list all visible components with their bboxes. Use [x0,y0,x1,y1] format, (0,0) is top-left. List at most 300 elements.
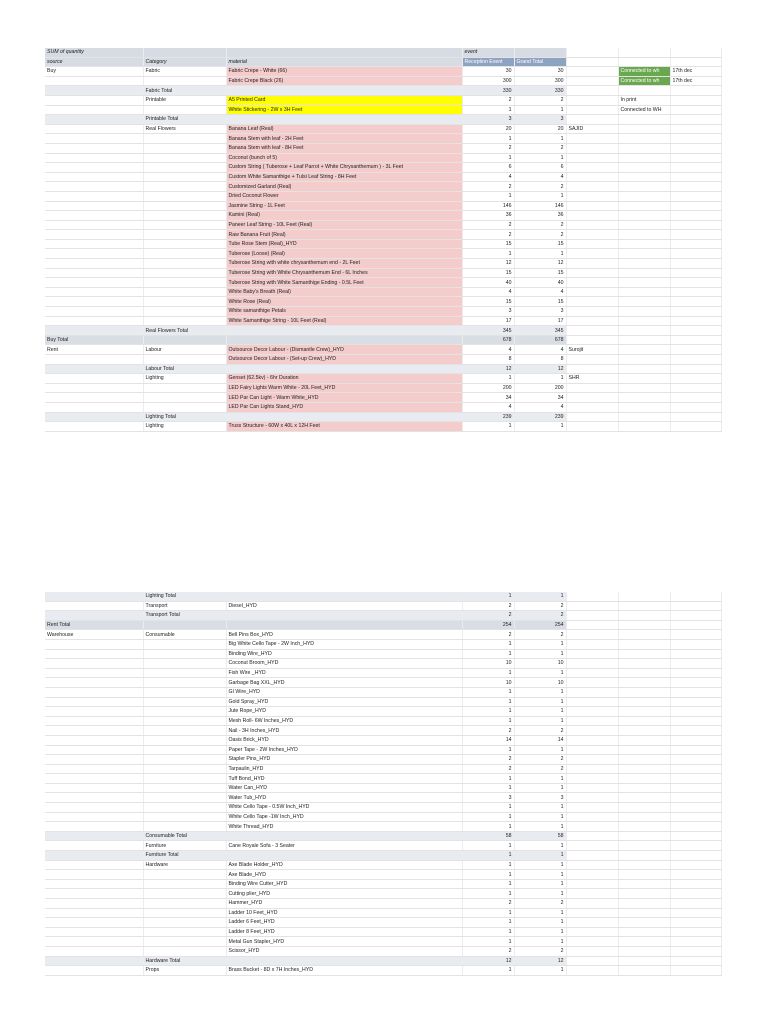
table-cell[interactable]: LED Par Can Lights Stand_HYD [226,402,462,412]
table-cell[interactable] [670,918,721,928]
table-cell[interactable] [566,716,618,726]
table-cell[interactable] [45,134,143,144]
table-cell[interactable]: 1 [462,249,514,259]
table-cell[interactable] [143,335,226,345]
table-cell[interactable] [618,230,670,240]
table-cell[interactable] [143,726,226,736]
table-cell[interactable]: 2 [462,230,514,240]
table-cell[interactable] [618,649,670,659]
table-cell[interactable] [45,889,143,899]
table-cell[interactable]: 3 [462,307,514,317]
table-cell[interactable] [226,956,462,966]
table-cell[interactable] [566,812,618,822]
table-cell[interactable] [618,812,670,822]
table-cell[interactable] [143,735,226,745]
table-cell[interactable]: 1 [462,649,514,659]
table-cell[interactable]: Axe Blade Holder_HYD [226,860,462,870]
table-cell[interactable] [226,412,462,422]
table-cell[interactable] [670,630,721,640]
table-cell[interactable] [45,659,143,669]
table-cell[interactable]: Water Can_HYD [226,783,462,793]
table-cell[interactable]: 30 [462,67,514,77]
table-cell[interactable] [45,191,143,201]
table-cell[interactable] [670,774,721,784]
table-cell[interactable]: 330 [462,86,514,96]
table-cell[interactable]: 1 [514,803,566,813]
table-cell[interactable] [618,630,670,640]
table-cell[interactable]: 300 [462,76,514,86]
table-cell[interactable] [670,95,721,105]
table-cell[interactable]: 1 [462,592,514,601]
table-cell[interactable] [670,230,721,240]
table-cell[interactable] [566,316,618,326]
table-cell[interactable] [670,249,721,259]
table-cell[interactable]: 239 [462,412,514,422]
table-cell[interactable] [143,268,226,278]
table-cell[interactable] [670,383,721,393]
table-cell[interactable]: 3 [514,307,566,317]
table-cell[interactable] [143,620,226,630]
table-cell[interactable] [670,115,721,125]
table-cell[interactable]: Hammer_HYD [226,899,462,909]
table-cell[interactable] [618,163,670,173]
table-cell[interactable] [45,115,143,125]
table-cell[interactable]: 4 [462,172,514,182]
table-cell[interactable]: 1 [514,668,566,678]
table-cell[interactable]: 1 [514,889,566,899]
table-cell[interactable]: 8 [462,355,514,365]
table-cell[interactable] [670,745,721,755]
table-cell[interactable] [618,870,670,880]
table-cell[interactable] [143,211,226,221]
table-cell[interactable]: Garbage Bag XXL_HYD [226,678,462,688]
table-cell[interactable]: 12 [462,364,514,374]
table-cell[interactable] [143,697,226,707]
table-cell[interactable]: 17th dec [670,76,721,86]
table-cell[interactable] [618,803,670,813]
table-cell[interactable]: Hardware [143,860,226,870]
table-cell[interactable]: SHR [566,374,618,384]
table-cell[interactable] [566,687,618,697]
table-cell[interactable] [618,889,670,899]
table-cell[interactable] [143,230,226,240]
table-cell[interactable]: 1 [514,745,566,755]
table-cell[interactable]: Water Tub_HYD [226,793,462,803]
table-cell[interactable] [618,422,670,432]
table-cell[interactable]: Real Flowers [143,124,226,134]
table-cell[interactable] [566,620,618,630]
table-cell[interactable]: Truss Structure - 60W x 40L x 12H Feet [226,422,462,432]
table-cell[interactable]: 14 [514,735,566,745]
table-cell[interactable] [670,946,721,956]
table-cell[interactable] [143,716,226,726]
table-cell[interactable] [226,86,462,96]
table-cell[interactable] [670,668,721,678]
table-cell[interactable]: Furniture Total [143,851,226,861]
table-cell[interactable] [670,956,721,966]
table-cell[interactable] [566,287,618,297]
table-cell[interactable] [45,239,143,249]
table-cell[interactable]: 1 [514,649,566,659]
table-cell[interactable]: 58 [462,831,514,841]
table-cell[interactable] [670,899,721,909]
table-cell[interactable]: 3 [462,793,514,803]
table-cell[interactable]: 3 [462,115,514,125]
table-cell[interactable] [670,268,721,278]
table-cell[interactable] [618,374,670,384]
table-cell[interactable]: 10 [514,659,566,669]
table-cell[interactable] [143,383,226,393]
table-cell[interactable] [670,278,721,288]
table-cell[interactable]: 300 [514,76,566,86]
table-cell[interactable] [618,611,670,621]
table-cell[interactable] [143,937,226,947]
table-cell[interactable] [670,105,721,115]
table-cell[interactable] [618,191,670,201]
table-cell[interactable] [45,393,143,403]
table-cell[interactable] [45,211,143,221]
table-cell[interactable]: 10 [462,678,514,688]
table-cell[interactable]: 1 [462,966,514,976]
table-cell[interactable] [566,755,618,765]
table-cell[interactable] [143,402,226,412]
table-cell[interactable] [670,592,721,601]
table-cell[interactable] [618,707,670,717]
table-cell[interactable]: 2 [462,220,514,230]
table-cell[interactable] [618,755,670,765]
table-cell[interactable] [670,239,721,249]
table-cell[interactable] [143,889,226,899]
table-cell[interactable]: 146 [462,201,514,211]
table-cell[interactable]: 4 [462,345,514,355]
table-cell[interactable] [143,803,226,813]
table-cell[interactable] [670,326,721,336]
table-cell[interactable] [618,668,670,678]
table-cell[interactable]: 1 [462,860,514,870]
table-cell[interactable] [618,345,670,355]
table-cell[interactable] [618,793,670,803]
table-cell[interactable]: 12 [462,956,514,966]
table-cell[interactable] [143,278,226,288]
table-cell[interactable] [670,134,721,144]
table-cell[interactable]: Cane Royale Sofa - 3 Seater [226,841,462,851]
table-cell[interactable] [226,335,462,345]
table-cell[interactable]: 34 [514,393,566,403]
table-cell[interactable]: Lighting [143,374,226,384]
table-cell[interactable]: Fabric [143,67,226,77]
table-cell[interactable]: 58 [514,831,566,841]
table-cell[interactable] [566,239,618,249]
table-cell[interactable] [618,355,670,365]
table-cell[interactable]: White Cello Tape -1W Inch_HYD [226,812,462,822]
table-cell[interactable]: 3 [514,115,566,125]
table-cell[interactable]: Nail - 3H Inches_HYD [226,726,462,736]
table-cell[interactable] [45,316,143,326]
table-cell[interactable] [45,592,143,601]
table-cell[interactable] [618,287,670,297]
table-cell[interactable]: 2 [514,946,566,956]
table-cell[interactable] [143,678,226,688]
table-cell[interactable]: Binding Wire Cutter_HYD [226,879,462,889]
table-cell[interactable]: 2 [514,899,566,909]
table-cell[interactable] [45,793,143,803]
table-cell[interactable]: 15 [462,297,514,307]
table-cell[interactable]: 36 [462,211,514,221]
table-cell[interactable] [566,841,618,851]
table-cell[interactable] [670,803,721,813]
table-cell[interactable] [618,841,670,851]
table-cell[interactable] [670,297,721,307]
table-cell[interactable] [670,172,721,182]
table-cell[interactable]: 1 [514,841,566,851]
table-cell[interactable]: Tuff Bond_HYD [226,774,462,784]
table-cell[interactable]: Diesel_HYD [226,601,462,611]
table-cell[interactable]: Raw Banana Fruit (Real) [226,230,462,240]
table-cell[interactable]: Fish Wire _HYD [226,668,462,678]
table-cell[interactable] [45,899,143,909]
table-cell[interactable] [143,774,226,784]
table-cell[interactable] [45,812,143,822]
table-cell[interactable] [143,745,226,755]
table-cell[interactable]: 1 [514,860,566,870]
table-cell[interactable] [670,412,721,422]
table-cell[interactable] [670,601,721,611]
table-cell[interactable] [670,793,721,803]
table-cell[interactable]: Outsource Decor Labour - (Set-up Crew)_HYD [226,355,462,365]
table-cell[interactable] [45,716,143,726]
table-cell[interactable] [566,86,618,96]
table-cell[interactable] [143,668,226,678]
table-cell[interactable]: 1 [462,908,514,918]
table-cell[interactable] [566,335,618,345]
table-cell[interactable] [45,908,143,918]
table-cell[interactable]: 1 [514,774,566,784]
table-cell[interactable] [670,831,721,841]
table-cell[interactable]: Printable Total [143,115,226,125]
table-cell[interactable] [618,946,670,956]
table-cell[interactable] [618,201,670,211]
table-cell[interactable]: 10 [462,659,514,669]
table-cell[interactable] [618,726,670,736]
table-cell[interactable] [566,803,618,813]
table-cell[interactable]: 1 [462,918,514,928]
table-cell[interactable] [618,172,670,182]
table-cell[interactable] [670,307,721,317]
table-cell[interactable]: Gold Spray_HYD [226,697,462,707]
table-cell[interactable]: 1 [514,249,566,259]
table-cell[interactable] [670,422,721,432]
table-cell[interactable]: Connected to WH [618,105,670,115]
table-cell[interactable]: Fabric Crepe Black (26) [226,76,462,86]
table-cell[interactable] [670,201,721,211]
table-cell[interactable] [618,143,670,153]
table-cell[interactable]: 1 [462,745,514,755]
table-cell[interactable]: 1 [462,153,514,163]
table-cell[interactable] [618,297,670,307]
table-cell[interactable] [618,124,670,134]
table-cell[interactable] [45,745,143,755]
table-cell[interactable] [670,316,721,326]
table-cell[interactable] [45,860,143,870]
table-cell[interactable] [670,86,721,96]
table-cell[interactable] [670,374,721,384]
table-cell[interactable]: Coconut (bunch of 5) [226,153,462,163]
table-cell[interactable]: White Cello Tape - 0.5W Inch_HYD [226,803,462,813]
table-cell[interactable] [618,601,670,611]
table-cell[interactable]: 1 [462,707,514,717]
table-cell[interactable] [45,355,143,365]
table-cell[interactable] [670,659,721,669]
table-cell[interactable] [45,687,143,697]
table-cell[interactable] [566,601,618,611]
table-cell[interactable]: 1 [514,783,566,793]
table-cell[interactable] [143,355,226,365]
table-cell[interactable] [226,364,462,374]
table-cell[interactable] [670,687,721,697]
table-cell[interactable] [618,687,670,697]
table-cell[interactable]: Furniture [143,841,226,851]
table-cell[interactable] [45,697,143,707]
table-cell[interactable]: Tube Rose Stem (Real)_HYD [226,239,462,249]
table-cell[interactable] [143,307,226,317]
table-cell[interactable] [45,297,143,307]
table-cell[interactable] [618,268,670,278]
table-cell[interactable] [670,143,721,153]
table-cell[interactable] [45,307,143,317]
table-cell[interactable]: 1 [514,374,566,384]
table-cell[interactable]: 1 [514,918,566,928]
table-cell[interactable] [566,659,618,669]
table-cell[interactable] [143,639,226,649]
table-cell[interactable] [670,908,721,918]
table-cell[interactable] [45,735,143,745]
table-cell[interactable] [618,115,670,125]
table-cell[interactable]: LED Fairy Lights Warm White - 20L Feet_HYD [226,383,462,393]
table-cell[interactable] [566,889,618,899]
table-cell[interactable] [143,172,226,182]
table-cell[interactable]: 1 [462,927,514,937]
table-cell[interactable]: 200 [462,383,514,393]
table-cell[interactable] [566,966,618,976]
table-cell[interactable]: Hardware Total [143,956,226,966]
table-cell[interactable]: Stapler Pins_HYD [226,755,462,765]
table-cell[interactable]: 254 [514,620,566,630]
table-cell[interactable] [45,764,143,774]
table-cell[interactable] [566,764,618,774]
table-cell[interactable] [45,639,143,649]
table-cell[interactable]: 1 [462,697,514,707]
table-cell[interactable]: Outsource Decor Labour - (Dismantle Crew)_HYD [226,345,462,355]
table-cell[interactable]: 20 [514,124,566,134]
table-cell[interactable] [226,115,462,125]
table-cell[interactable] [566,783,618,793]
table-cell[interactable]: Jasmine String - 1L Feet [226,201,462,211]
table-cell[interactable] [143,239,226,249]
table-cell[interactable] [45,287,143,297]
table-cell[interactable] [143,201,226,211]
table-cell[interactable]: 2 [462,899,514,909]
table-cell[interactable]: Real Flowers Total [143,326,226,336]
table-cell[interactable]: Lighting Total [143,412,226,422]
table-cell[interactable] [670,678,721,688]
table-cell[interactable] [670,649,721,659]
table-cell[interactable]: Banana Stem with leaf - 2H Feet [226,134,462,144]
table-cell[interactable]: 1 [514,153,566,163]
table-cell[interactable] [618,764,670,774]
table-cell[interactable] [618,620,670,630]
table-cell[interactable]: 2 [462,946,514,956]
table-cell[interactable] [143,297,226,307]
table-cell[interactable]: 1 [462,870,514,880]
table-cell[interactable] [566,678,618,688]
table-cell[interactable] [618,937,670,947]
table-cell[interactable]: Transport Total [143,611,226,621]
table-cell[interactable]: Printable [143,95,226,105]
table-cell[interactable]: 2 [462,764,514,774]
table-cell[interactable]: 2 [462,726,514,736]
table-cell[interactable]: Big White Cello Tape - 2W Inch_HYD [226,639,462,649]
table-cell[interactable] [618,908,670,918]
table-cell[interactable]: 15 [462,239,514,249]
table-cell[interactable] [143,822,226,832]
table-cell[interactable] [618,899,670,909]
table-cell[interactable] [618,851,670,861]
table-cell[interactable]: Props [143,966,226,976]
table-cell[interactable] [670,620,721,630]
table-cell[interactable]: 1 [462,783,514,793]
table-cell[interactable] [566,918,618,928]
table-cell[interactable]: 146 [514,201,566,211]
table-cell[interactable] [226,851,462,861]
table-cell[interactable] [566,268,618,278]
table-cell[interactable]: 1 [462,851,514,861]
table-cell[interactable] [143,659,226,669]
table-cell[interactable] [143,393,226,403]
table-cell[interactable] [45,201,143,211]
table-cell[interactable] [143,870,226,880]
table-cell[interactable]: 2 [514,755,566,765]
table-cell[interactable]: 1 [462,191,514,201]
table-cell[interactable]: Lighting [143,422,226,432]
table-cell[interactable] [670,697,721,707]
table-cell[interactable] [566,105,618,115]
table-cell[interactable] [45,412,143,422]
table-cell[interactable]: 2 [514,726,566,736]
table-cell[interactable] [618,220,670,230]
table-cell[interactable] [566,355,618,365]
table-cell[interactable]: 1 [514,716,566,726]
table-cell[interactable]: Lighting Total [143,592,226,601]
table-cell[interactable]: Ladder 6 Feet_HYD [226,918,462,928]
table-cell[interactable] [566,383,618,393]
table-cell[interactable]: Binding Wire_HYD [226,649,462,659]
table-cell[interactable] [45,259,143,269]
table-cell[interactable] [618,307,670,317]
table-cell[interactable]: 1 [462,716,514,726]
table-cell[interactable]: 15 [514,297,566,307]
table-cell[interactable]: 1 [462,134,514,144]
table-cell[interactable]: 30 [514,67,566,77]
table-cell[interactable] [566,649,618,659]
table-cell[interactable]: Paper Tape - 2W Inches_HYD [226,745,462,755]
table-cell[interactable]: 4 [462,402,514,412]
table-cell[interactable] [45,86,143,96]
table-cell[interactable]: 1 [462,105,514,115]
table-cell[interactable] [670,812,721,822]
table-cell[interactable] [670,927,721,937]
table-cell[interactable] [566,611,618,621]
table-cell[interactable] [143,134,226,144]
